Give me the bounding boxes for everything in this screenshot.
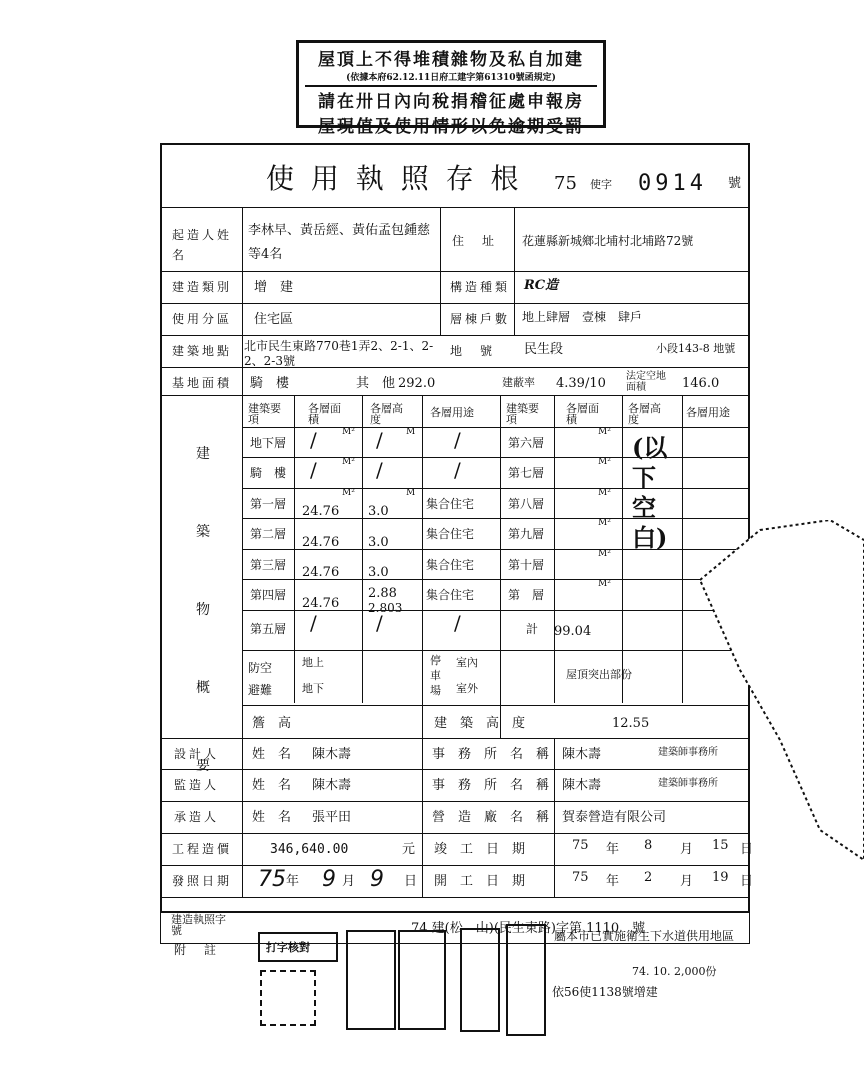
coverage-value: 4.39/10 <box>556 376 606 391</box>
height-col-header-2: 各層高度 <box>628 402 661 426</box>
permit-no-label: 建造執照字號 <box>171 913 226 937</box>
total-value: 99.04 <box>554 624 592 639</box>
unit-m2-r6: M² <box>598 579 611 589</box>
issue-day-char: 日 <box>404 874 418 889</box>
f10-label: 第十層 <box>508 558 545 572</box>
air-raid-label: 防空避難 <box>248 661 273 697</box>
unit-m2-3: M² <box>342 488 355 498</box>
area-col-header: 各層面積 <box>308 402 341 426</box>
supervisor-firm-label: 事 務 所 名 稱 <box>432 778 550 793</box>
notice-line3: 請在卅日內向稅捐稽征處申報房 <box>318 92 584 112</box>
empty-mark: / <box>454 428 461 452</box>
address-value: 花蓮縣新城鄉北埔村北埔路72號 <box>522 234 694 248</box>
f1-height: 3.0 <box>368 504 389 519</box>
site-address-value: 北市民生東路770巷1弄2、2-1、2-2、2-3號 <box>244 339 434 368</box>
unit-m2-2: M² <box>342 457 355 467</box>
f9-label: 第九層 <box>508 527 545 541</box>
bldg-height-label: 建 築 高 度 <box>434 716 526 731</box>
unit-m2-r1: M² <box>598 427 611 437</box>
site-address-label: 建築地點 <box>172 344 233 358</box>
empty-mark: / <box>376 611 383 635</box>
air-raid-below: 地下 <box>302 682 324 695</box>
checker-label: 打字核對 <box>266 941 310 954</box>
floors-units-label: 層棟戶數 <box>450 312 511 326</box>
fn-label: 第 層 <box>508 588 545 602</box>
f1-use: 集合住宅 <box>426 497 475 511</box>
remarks-label: 附 註 <box>174 943 220 957</box>
cost-unit: 元 <box>402 842 416 857</box>
arcade-row-label: 騎 樓 <box>250 466 287 480</box>
complete-year: 75 <box>572 838 589 853</box>
f2-label: 第二層 <box>250 527 287 541</box>
eave-height-label: 簷 高 <box>252 716 292 731</box>
owner-value: 李林早、黃岳經、黃佑孟包鍾慈等4名 <box>248 223 431 262</box>
designer-label: 設計人 <box>174 747 220 761</box>
notice-line2: (依據本府62.12.11日府工建字第61310號函規定) <box>346 73 556 83</box>
empty-mark: / <box>454 611 461 635</box>
permit-suffix: 號 <box>728 176 742 191</box>
designer-value: 陳木壽 <box>312 747 352 762</box>
floor-col-header: 建築要項 <box>248 402 281 426</box>
height-col-header: 各層高度 <box>370 402 403 426</box>
supervisor-label: 監造人 <box>174 778 220 792</box>
notice-stamp <box>296 40 606 137</box>
unit-m-2: M <box>406 488 416 498</box>
complete-day: 15 <box>712 838 729 853</box>
seal-stamp <box>346 930 396 1030</box>
start-day: 19 <box>712 870 729 885</box>
finish-label: 開 工 日 期 <box>434 874 526 889</box>
empty-mark: / <box>310 428 317 452</box>
parking-outdoor: 室外 <box>456 682 478 695</box>
parking-indoor: 室內 <box>456 656 478 669</box>
supervisor-firm-value: 陳木壽 <box>562 778 602 793</box>
f7-label: 第七層 <box>508 466 545 480</box>
other-label: 其 他 <box>356 376 396 391</box>
unit-m2-r3: M² <box>598 488 611 498</box>
unit-m2-1: M² <box>342 427 355 437</box>
designer-name-label: 姓 名 <box>252 747 292 762</box>
unit-m-1: M <box>406 427 416 437</box>
start-month: 2 <box>644 870 653 885</box>
complete-month: 8 <box>644 838 653 853</box>
supervisor-name-label: 姓 名 <box>252 778 292 793</box>
lot-label: 地 號 <box>450 344 496 358</box>
permit-type: 使字 <box>590 178 612 191</box>
empty-mark: / <box>376 458 383 482</box>
start-year: 75 <box>572 870 589 885</box>
use-col-header-2: 各層用途 <box>686 406 730 419</box>
f2-area: 24.76 <box>302 535 340 550</box>
issue-date-label: 發照日期 <box>172 874 233 888</box>
f2-height: 3.0 <box>368 535 389 550</box>
seal-stamp <box>460 928 500 1032</box>
seal-stamp <box>260 970 316 1026</box>
build-type-value: 增 建 <box>254 280 294 295</box>
unit-m2-r4: M² <box>598 518 611 528</box>
empty-note: (以下空白) <box>632 433 668 552</box>
checker-box <box>258 932 338 962</box>
issue-month: 9 <box>322 867 336 892</box>
remark-1: 屬本市已實施衛生下水道供用地區 <box>554 929 735 943</box>
owner-label: 起造人姓名 <box>172 228 233 262</box>
year-char: 年 <box>606 842 620 857</box>
notice-line1: 屋頂上不得堆積雜物及私自加建 <box>318 50 584 70</box>
f8-label: 第八層 <box>508 497 545 511</box>
coverage-label: 建蔽率 <box>502 376 535 389</box>
f1-area: 24.76 <box>302 504 340 519</box>
site-other-value: 292.0 <box>398 376 436 391</box>
f4-use: 集合住宅 <box>426 588 475 602</box>
supervisor-value: 陳木壽 <box>312 778 352 793</box>
f1-label: 第一層 <box>250 497 287 511</box>
empty-mark: / <box>454 458 461 482</box>
builder-value: 賀泰營造有限公司 <box>562 810 667 825</box>
f4-height: 2.88 <box>368 586 397 601</box>
use-zone-label: 使用分區 <box>172 312 233 326</box>
lot-number: 小段143-8 地號 <box>656 342 736 355</box>
start-label: 竣 工 日 期 <box>434 842 526 857</box>
start-year-char: 年 <box>606 874 620 889</box>
month-char: 月 <box>680 842 694 857</box>
supervisor-firm-suffix: 建築師事務所 <box>658 778 718 789</box>
f2-use: 集合住宅 <box>426 527 475 541</box>
contractor-value: 張平田 <box>312 810 352 825</box>
f3-area: 24.76 <box>302 565 340 580</box>
builder-label: 營 造 廠 名 稱 <box>432 810 550 825</box>
remarks-row <box>160 929 750 964</box>
floor-col-header-2: 建築要項 <box>506 402 539 426</box>
issue-year: 75 <box>258 867 286 892</box>
permit-no-value: 74 建(松 山)(民生東路)字第 1110 號 <box>411 921 646 936</box>
seal-stamp <box>398 930 446 1030</box>
arcade-label: 騎 樓 <box>250 376 290 391</box>
use-col-header: 各層用途 <box>430 406 474 419</box>
building-summary-label: 建築物概要 <box>196 446 210 774</box>
contractor-label: 承造人 <box>174 810 220 824</box>
seal-stamp <box>506 924 546 1036</box>
lot-section: 民生段 <box>524 342 564 357</box>
area-col-header-2: 各層面積 <box>566 402 599 426</box>
cost-value: 346,640.00 <box>270 842 349 857</box>
empty-mark: / <box>310 611 317 635</box>
legal-open-label: 法定空地面積 <box>626 371 666 393</box>
footer-note: 依56使1138號增建 <box>552 985 658 999</box>
basement-label: 地下層 <box>250 436 287 450</box>
f4-label: 第四層 <box>250 588 287 602</box>
legal-open-value: 146.0 <box>682 376 720 391</box>
f4-area: 24.76 <box>302 596 340 611</box>
build-type-label: 建造類別 <box>172 280 233 294</box>
air-raid-above: 地上 <box>302 656 324 669</box>
designer-firm-suffix: 建築師事務所 <box>658 747 718 758</box>
parking-label: 停車場 <box>430 654 441 697</box>
permit-number: 0914 <box>638 171 707 196</box>
use-zone-value: 住宅區 <box>254 312 294 327</box>
print-note: 74. 10. 2,000份 <box>632 965 717 978</box>
unit-m2-r2: M² <box>598 457 611 467</box>
f5-label: 第五層 <box>250 622 287 636</box>
unit-m2-r5: M² <box>598 549 611 559</box>
torn-paper-fragment <box>700 520 864 860</box>
total-label: 計 <box>526 622 539 636</box>
issue-month-char: 月 <box>342 874 356 889</box>
permit-year: 75 <box>554 173 577 194</box>
cost-label: 工程造價 <box>172 842 233 856</box>
empty-mark: / <box>310 458 317 482</box>
notice-line4: 屋現值及使用情形以免逾期受罰 <box>318 117 584 137</box>
designer-firm-label: 事 務 所 名 稱 <box>432 747 550 762</box>
f3-label: 第三層 <box>250 558 287 572</box>
bldg-height-value: 12.55 <box>612 716 650 731</box>
empty-mark: / <box>376 428 383 452</box>
address-label: 住 址 <box>452 234 498 248</box>
structure-label: 構造種類 <box>450 280 511 294</box>
form-title: 使 用 執 照 存 根 <box>266 162 523 195</box>
f3-height: 3.0 <box>368 565 389 580</box>
issue-day: 9 <box>370 867 384 892</box>
designer-firm-value: 陳木壽 <box>562 747 602 762</box>
start-day-char: 日 <box>740 874 754 889</box>
site-area-label: 基地面積 <box>172 376 233 390</box>
f3-use: 集合住宅 <box>426 558 475 572</box>
permit-form <box>160 143 754 913</box>
day-char: 日 <box>740 842 754 857</box>
issue-year-char: 年 <box>286 874 300 889</box>
contractor-name-label: 姓 名 <box>252 810 292 825</box>
roof-protrusion-label: 屋頂突出部份 <box>566 668 632 681</box>
floors-units-value: 地上肆層 壹棟 肆戶 <box>522 310 643 324</box>
structure-value: RC造 <box>524 278 559 293</box>
start-month-char: 月 <box>680 874 694 889</box>
f6-label: 第六層 <box>508 436 545 450</box>
f4-height-2: 2.803 <box>368 601 403 615</box>
